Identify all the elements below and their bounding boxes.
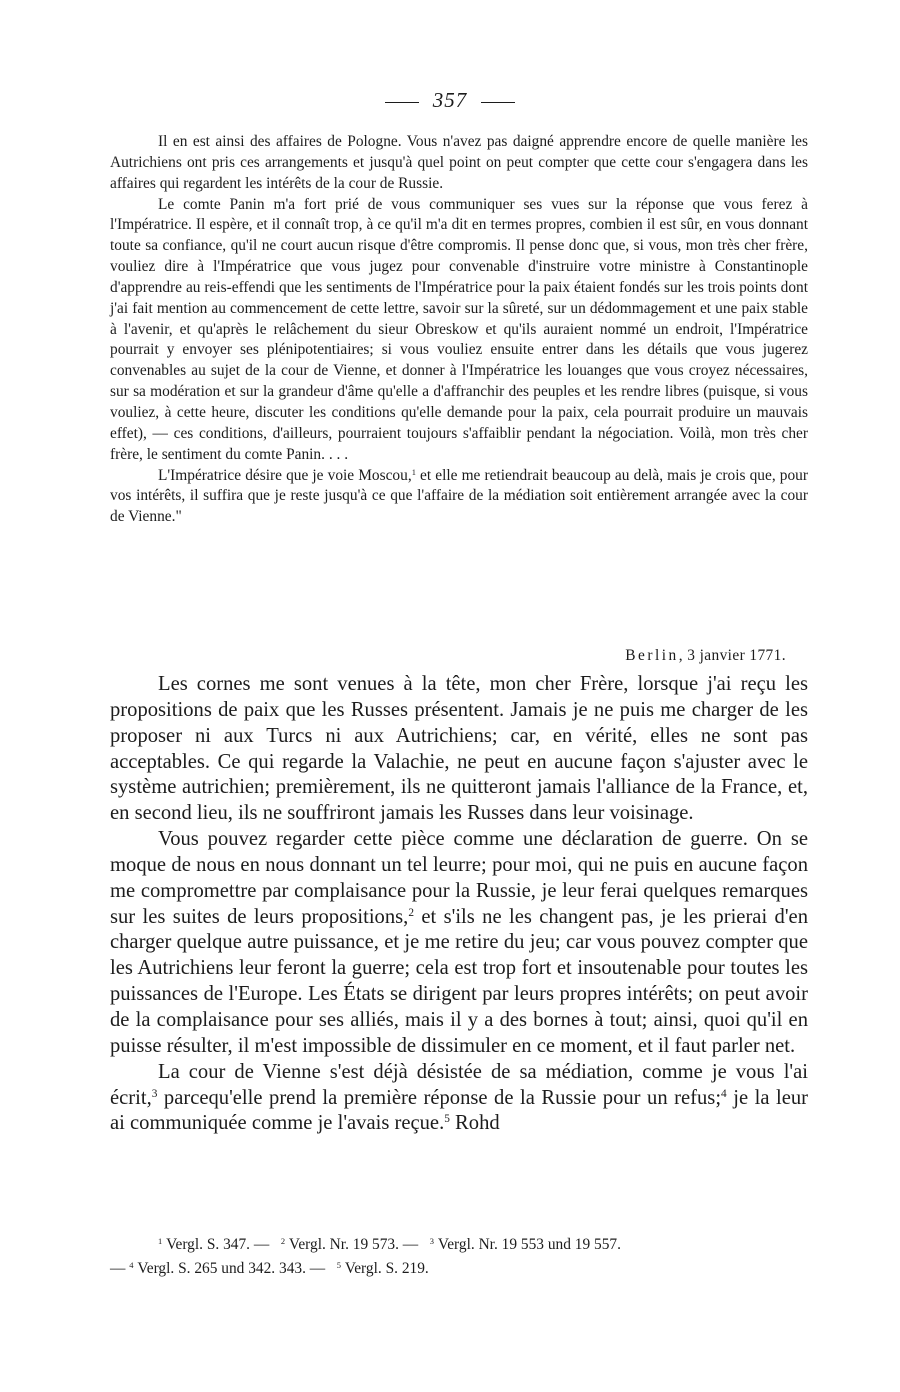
dateline-date: , 3 janvier 1771. xyxy=(678,647,786,664)
footnote-ref: 1 xyxy=(411,466,416,477)
footnote-dash: — xyxy=(110,1260,126,1277)
footnote-text: Vergl. S. 347. — xyxy=(166,1236,270,1253)
footnotes xyxy=(110,1233,808,1281)
body-paragraph: La cour de Vienne s'est déjà désistée de sa médiation, comme je vous l'ai écrit,$^3$ parcequ'elle prend la première réponse de la Russie pour un refus;$^4$ je la leur ai communiquée comme je l'avais reçue.$^5$ Rohd xyxy=(110,1060,808,1135)
letter-paragraph: Le comte Panin m'a fort prié de vous communiquer ses vues sur la réponse que vous ferez à l'Impératrice. Il espère, et il connaît trop, à ce qu'il m'a dit en termes propres, combien il est sûr, en vous donnant toute sa confiance, qu'il ne court aucun risque d'être compromis. Il pense donc que, si vous, mon très cher frère, vouliez dire à l'Impératrice que vous jugez pour convenable d'instruire votre ministre à Constantinople d'apprendre au reis-effendi que les sentiments de l'Impératrice pour la paix étaient fondés sur les trois points dont j'ai fait mention au commencement de cette lettre, savoir sur la sûreté, sur un dédommagement et une paix stable à l'avenir, et qu'après le relâchement du sieur Obreskow et qu'ils auraient nommé un endroit, l'Impératrice pourrait y envoyer ses plénipotentiaires; si vous vouliez ensuite entrer dans les détails que vous jugerez convenables au sujet de la cour de Vienne, et donner à l'Impératrice les louanges que vous croyez nécessaires, sur sa modération et sur la grandeur d'âme qu'elle a d'affranchir des peuples et les rendre libres (puisque, si vous vouliez, à cette heure, discuter les conditions qu'elle demande pour la paix, cela pourrait produire un mauvais effet), — ces conditions, d'ailleurs, pourraient toujours s'affaiblir pendant la négociation. Voilà, mon très cher frère, le sentiment du comte Panin. . . . xyxy=(110,195,808,463)
footnote-line xyxy=(110,1233,808,1257)
footnote-ref: 3 xyxy=(151,1087,158,1100)
footnote-number: 4 xyxy=(129,1259,134,1270)
body-paragraph: Vous pouvez regarder cette pièce comme une déclaration de guerre. On se moque de nous en nous donnant un tel leurre; pour moi, qui ne puis en aucune façon me compromettre par complaisance pour la Russie, je leur ferai quelques remarques sur les suites de leurs propositions,$^2$ et s'ils ne les changent pas, je les prierai d'en charger quelque autre puissance, et je me retire du jeu; car vous pouvez compter que les Autrichiens leur feront la guerre; cela est trop fort et insoutenable pour toutes les puissances de l'Europe. Les États se dirigent par leurs propres intérêts; on peut avoir de la complaisance pour ses alliés, mais il y a des bornes à tout; ainsi, quoi qu'il en puisse résulter, il m'est impossible de dissimuler en ce moment, et il faut parler net. xyxy=(110,828,808,1057)
footnote-number: 1 xyxy=(158,1235,163,1246)
letter-body xyxy=(110,672,808,1137)
footnote-number: 3 xyxy=(429,1235,434,1246)
footnote-text: Vergl. S. 265 und 342. 343. — xyxy=(137,1260,326,1277)
letter-paragraph: L'Impératrice désire que je voie Moscou,$^1$ et elle me retiendrait beaucoup au delà, mais je crois que, pour vos intérêts, il suffira que je reste jusqu'à ce que l'affaire de la médiation soit entièrement arrangée avec la cour de Vienne." xyxy=(110,466,808,526)
header-rule-right xyxy=(481,102,515,103)
page-number: 357 xyxy=(432,88,468,112)
dateline-place: Berlin xyxy=(625,647,679,664)
footnote-number: 5 xyxy=(336,1259,341,1270)
quoted-letter xyxy=(110,132,808,528)
footnote-ref: 2 xyxy=(408,906,414,919)
body-paragraph: Les cornes me sont venues à la tête, mon cher Frère, lorsque j'ai reçu les propositions de paix que les Russes présentent. Jamais je ne puis me charger de les proposer ni aux Turcs ni aux Autrichiens; car, en vérité, elles ne sont pas acceptables. Ce qui regarde la Valachie, ne peut en aucune façon s'ajuster avec le système autrichien; premièrement, ils ne quitteront jamais l'alliance de la France, et, en second lieu, ils ne souffriront jamais les Russes dans leur voisinage. xyxy=(110,673,808,825)
header-rule-left xyxy=(385,102,419,103)
letter-paragraph: Il en est ainsi des affaires de Pologne. Vous n'avez pas daigné apprendre encore de quelle manière les Autrichiens ont pris ces arrangements et jusqu'à quel point on peut compter que cette cour s'engagera dans les affaires qui regardent les intérêts de la cour de Russie. xyxy=(110,133,808,192)
page-number-header xyxy=(0,88,900,113)
footnote-text: Vergl. Nr. 19 553 und 19 557. xyxy=(437,1236,621,1253)
footnote-text: Vergl. S. 219. xyxy=(344,1260,429,1277)
footnote-text: Vergl. Nr. 19 573. — xyxy=(288,1236,419,1253)
footnote-ref: 4 xyxy=(721,1087,727,1100)
footnote-ref: 5 xyxy=(444,1113,450,1126)
dateline xyxy=(560,647,786,665)
footnote-number: 2 xyxy=(280,1235,286,1246)
footnote-line xyxy=(110,1257,808,1281)
